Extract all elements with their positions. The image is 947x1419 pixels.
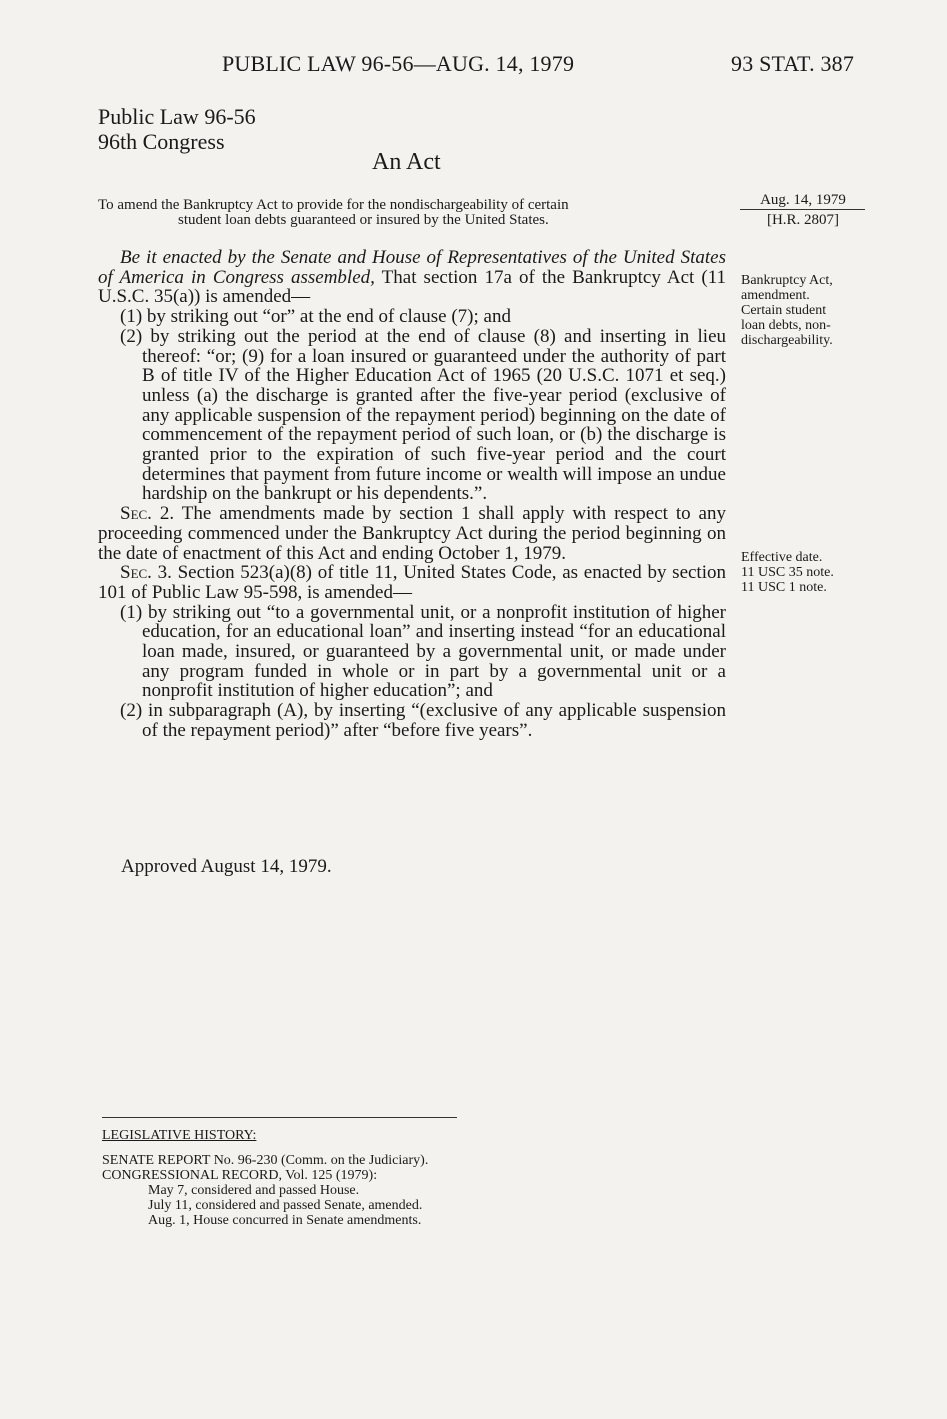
section-3 <box>98 563 726 602</box>
enacting-clause: Be it enacted by the Senate and House of Representatives of the United States of America in Congress assembled, <box>98 247 726 288</box>
section-2-label: Sec. 2. <box>120 503 175 525</box>
sidenote-usc-35: 11 USC 35 note. <box>741 565 834 580</box>
history-entry-concurred: Aug. 1, House concurred in Senate amendments. <box>148 1213 422 1228</box>
legislative-history-title: LEGISLATIVE HISTORY: <box>102 1128 257 1143</box>
purpose-clause <box>98 198 726 228</box>
stat-page-number: 93 STAT. 387 <box>731 51 855 76</box>
act-title: An Act <box>372 149 441 175</box>
sidenote-bill: [H.R. 2807] <box>766 212 840 228</box>
section-2 <box>98 504 726 563</box>
sidenote-bankruptcy-line-1: Bankruptcy Act, <box>741 273 833 288</box>
sidenote-student-line-1: Certain student <box>741 303 827 318</box>
section-3-clause-1: (1) by striking out “to a governmental unit, or a nonprofit institution of higher education, for an educational loan” and inserting instead “for an educational loan made, insured, or guaranteed by a governmental unit, or made under any program funded in whole or in part by a governmental unit or a nonprofit institution of higher education”; and <box>120 601 726 702</box>
section-3-text: Section 523(a)(8) of title 11, United States Code, as enacted by section 101 of Public Law 95-598, is amended— <box>98 562 726 603</box>
congressional-record: CONGRESSIONAL RECORD, Vol. 125 (1979): <box>102 1168 378 1183</box>
section-1-clause-1: (1) by striking out “or” at the end of clause (7); and <box>120 306 511 328</box>
statute-body <box>98 248 726 741</box>
sidenote-divider <box>740 209 865 210</box>
public-law-number: Public Law 96-56 <box>98 104 256 129</box>
sidenote-date: Aug. 14, 1979 <box>760 192 846 208</box>
sidenote-usc-1: 11 USC 1 note. <box>741 580 827 595</box>
running-title: PUBLIC LAW 96-56—AUG. 14, 1979 <box>222 51 575 76</box>
sidenote-bankruptcy <box>741 273 833 348</box>
section-1-intro: That section 17a of the Bankruptcy Act (11 U.S.C. 35(a)) is amended— <box>98 266 726 308</box>
section-2-text: The amendments made by section 1 shall apply with respect to any proceeding commenced under the Bankruptcy Act during the period beginning on the date of enactment of this Act and ending October 1, 1979. <box>98 503 726 564</box>
section-1 <box>98 248 726 307</box>
legislative-history-rule <box>102 1117 457 1118</box>
legislative-history <box>102 1128 428 1228</box>
section-3-clause-2: (2) in subparagraph (A), by inserting “(exclusive of any applicable suspension of the repayment period)” after “before five years”. <box>120 700 726 741</box>
sidenote-bankruptcy-line-2: amendment. <box>741 288 810 303</box>
senate-report: SENATE REPORT No. 96-230 (Comm. on the Judiciary). <box>102 1153 429 1168</box>
purpose-line-1: To amend the Bankruptcy Act to provide for the nondischargeability of certain <box>98 197 569 213</box>
congress-label: 96th Congress <box>98 129 225 154</box>
sidenote-student-line-2: loan debts, non- <box>741 318 831 333</box>
sidenote-effective-date: Effective date. <box>741 550 823 565</box>
sidenote-effective <box>741 550 834 595</box>
approval-date: Approved August 14, 1979. <box>121 856 332 877</box>
section-3-label: Sec. 3. <box>120 562 172 584</box>
history-entry-house: May 7, considered and passed House. <box>148 1183 360 1198</box>
purpose-line-2: student loan debts guaranteed or insured by the United States. <box>178 212 549 228</box>
sidenote-student-line-3: dischargeability. <box>741 333 833 348</box>
history-entry-senate: July 11, considered and passed Senate, amended. <box>148 1198 423 1213</box>
section-1-clause-2: (2) by striking out the period at the end of clause (8) and inserting in lieu thereof: “or; (9) for a loan insured or guaranteed under the authority of part B of title IV of the Higher Education Act of 1965 (20 U.S.C. 1071 et seq.) unless (a) the discharge is granted after the five-year period (exclusive of any applicable suspension of the repayment period) beginning on the date of commencement of the repayment period of such loan, or (b) the discharge is granted prior to the expiration of such five-year period and the court determines that payment from future income or wealth will impose an undue hardship on the bankrupt or his dependents.”. <box>120 325 726 505</box>
